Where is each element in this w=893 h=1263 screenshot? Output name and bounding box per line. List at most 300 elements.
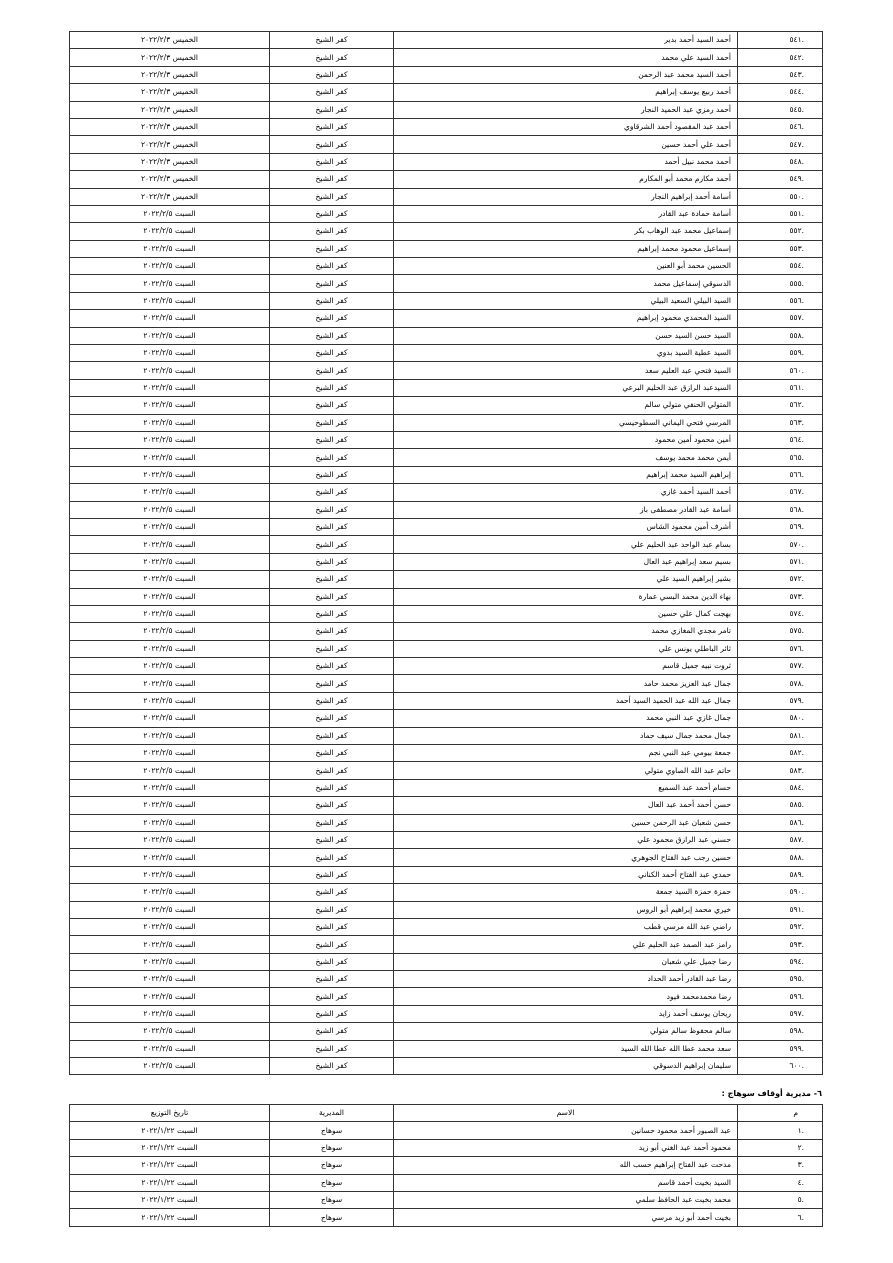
table-row [70, 240, 823, 257]
date-cell: السبت ٢٠٢٢/٢/٥ [70, 675, 270, 692]
number-cell: ٥٥٢. [738, 223, 823, 240]
date-cell: السبت ٢٠٢٢/٢/٥ [70, 275, 270, 292]
number-cell: ٥٤٢. [738, 49, 823, 66]
directorate-cell: كفر الشيخ [270, 501, 394, 518]
date-cell: الخميس ٢٠٢٢/٢/٣ [70, 153, 270, 170]
directorate-cell: كفر الشيخ [270, 553, 394, 570]
table-row [70, 536, 823, 553]
number-cell: ٥٥٨. [738, 327, 823, 344]
table-row [70, 345, 823, 362]
date-cell: السبت ٢٠٢٢/٢/٥ [70, 953, 270, 970]
directorate-cell: كفر الشيخ [270, 345, 394, 362]
table-row [70, 901, 823, 918]
directorate-cell: كفر الشيخ [270, 171, 394, 188]
number-cell: ٣. [738, 1157, 823, 1174]
header-name: الاسم [394, 1105, 738, 1122]
name-cell: أمين محمود أمين محمود [394, 431, 738, 448]
table-row [70, 762, 823, 779]
directorate-cell: كفر الشيخ [270, 1005, 394, 1022]
table-row [70, 258, 823, 275]
name-cell: مدحت عبد الفتاح إبراهيم حسب الله [394, 1157, 738, 1174]
date-cell: السبت ٢٠٢٢/٢/٥ [70, 484, 270, 501]
number-cell: ٥٩٧. [738, 1005, 823, 1022]
table-row [70, 605, 823, 622]
name-cell: السيد فتحي عبد العليم سعد [394, 362, 738, 379]
number-cell: ٥٩٤. [738, 953, 823, 970]
table-row [70, 658, 823, 675]
table-row [70, 692, 823, 709]
directorate-cell: كفر الشيخ [270, 866, 394, 883]
number-cell: ٥٨٣. [738, 762, 823, 779]
name-cell: إسماعيل محمود محمد إبراهيم [394, 240, 738, 257]
number-cell: ٥٤٣. [738, 66, 823, 83]
table-row [70, 640, 823, 657]
date-cell: السبت ٢٠٢٢/٢/٥ [70, 814, 270, 831]
date-cell: الخميس ٢٠٢٢/٢/٣ [70, 118, 270, 135]
directorate-cell: سوهاج [270, 1191, 394, 1208]
directorate-cell: كفر الشيخ [270, 571, 394, 588]
number-cell: ٤. [738, 1174, 823, 1191]
table-row [70, 814, 823, 831]
directorate-cell: كفر الشيخ [270, 136, 394, 153]
date-cell: السبت ٢٠٢٢/٢/٥ [70, 1005, 270, 1022]
table-header-row [70, 1105, 823, 1122]
table-row [70, 623, 823, 640]
date-cell: السبت ٢٠٢٢/٢/٥ [70, 710, 270, 727]
table-row [70, 32, 823, 49]
name-cell: أحمد السيد أحمد غازي [394, 484, 738, 501]
date-cell: السبت ٢٠٢٢/٢/٥ [70, 553, 270, 570]
number-cell: ٥٦٩. [738, 518, 823, 535]
name-cell: بسيم سعد إبراهيم عبد العال [394, 553, 738, 570]
distribution-table-sohag [69, 1104, 823, 1227]
date-cell: السبت ٢٠٢٢/١/٢٢ [70, 1191, 270, 1208]
table-row [70, 414, 823, 431]
table-row [70, 449, 823, 466]
number-cell: ٥٤٨. [738, 153, 823, 170]
directorate-cell: كفر الشيخ [270, 831, 394, 848]
name-cell: أيمن محمد محمد يوسف [394, 449, 738, 466]
number-cell: ٦٠٠. [738, 1058, 823, 1075]
number-cell: ٥٨١. [738, 727, 823, 744]
number-cell: ٥٨٤. [738, 779, 823, 796]
number-cell: ٥٩٥. [738, 971, 823, 988]
date-cell: الخميس ٢٠٢٢/٢/٣ [70, 171, 270, 188]
name-cell: أسامة عبد القادر مصطفى باز [394, 501, 738, 518]
name-cell: أحمد السيد علي محمد [394, 49, 738, 66]
table-row [70, 84, 823, 101]
directorate-cell: كفر الشيخ [270, 762, 394, 779]
table-row [70, 1023, 823, 1040]
number-cell: ٥٨٦. [738, 814, 823, 831]
directorate-cell: كفر الشيخ [270, 153, 394, 170]
table-row [70, 397, 823, 414]
directorate-cell: كفر الشيخ [270, 205, 394, 222]
date-cell: السبت ٢٠٢٢/٢/٥ [70, 745, 270, 762]
number-cell: ٥٩٨. [738, 1023, 823, 1040]
directorate-cell: كفر الشيخ [270, 901, 394, 918]
date-cell: السبت ٢٠٢٢/١/٢٢ [70, 1157, 270, 1174]
date-cell: السبت ٢٠٢٢/٢/٥ [70, 205, 270, 222]
date-cell: الخميس ٢٠٢٢/٢/٣ [70, 66, 270, 83]
date-cell: السبت ٢٠٢٢/٢/٥ [70, 223, 270, 240]
table-row [70, 1005, 823, 1022]
date-cell: السبت ٢٠٢٢/٢/٥ [70, 588, 270, 605]
directorate-cell: كفر الشيخ [270, 292, 394, 309]
table-row [70, 101, 823, 118]
number-cell: ٥٤١. [738, 32, 823, 49]
name-cell: حاتم عبد الله الصاوي متولي [394, 762, 738, 779]
name-cell: بخيت أحمد أبو زيد مرسي [394, 1209, 738, 1226]
table-row [70, 866, 823, 883]
number-cell: ٥٨٥. [738, 797, 823, 814]
name-cell: جمال عبد العزيز محمد حامد [394, 675, 738, 692]
header-number: م [738, 1105, 823, 1122]
directorate-cell: كفر الشيخ [270, 692, 394, 709]
number-cell: ٥٧٥. [738, 623, 823, 640]
name-cell: ريحان يوسف أحمد زايد [394, 1005, 738, 1022]
table-row [70, 1040, 823, 1057]
number-cell: ٥٥٦. [738, 292, 823, 309]
name-cell: رضا جميل علي شعبان [394, 953, 738, 970]
table-row [70, 953, 823, 970]
table-row [70, 918, 823, 935]
directorate-cell: كفر الشيخ [270, 884, 394, 901]
number-cell: ٥٩٠. [738, 884, 823, 901]
name-cell: أحمد رمزي عبد الحميد النجار [394, 101, 738, 118]
name-cell: تامر مجدي المغازي محمد [394, 623, 738, 640]
date-cell: السبت ٢٠٢٢/٢/٥ [70, 849, 270, 866]
date-cell: الخميس ٢٠٢٢/٢/٣ [70, 188, 270, 205]
table-row [70, 49, 823, 66]
number-cell: ٥٨٩. [738, 866, 823, 883]
table-row [70, 188, 823, 205]
name-cell: الحسين محمد أبو العنين [394, 258, 738, 275]
number-cell: ٥٦٧. [738, 484, 823, 501]
distribution-table-kafr-elsheikh [69, 31, 823, 1075]
number-cell: ٥٥٤. [738, 258, 823, 275]
date-cell: السبت ٢٠٢٢/٢/٥ [70, 292, 270, 309]
number-cell: ٥٤٥. [738, 101, 823, 118]
date-cell: السبت ٢٠٢٢/٢/٥ [70, 379, 270, 396]
date-cell: السبت ٢٠٢٢/٢/٥ [70, 779, 270, 796]
directorate-cell: كفر الشيخ [270, 518, 394, 535]
directorate-cell: كفر الشيخ [270, 745, 394, 762]
date-cell: السبت ٢٠٢٢/٢/٥ [70, 936, 270, 953]
directorate-cell: سوهاج [270, 1209, 394, 1226]
date-cell: السبت ٢٠٢٢/٢/٥ [70, 449, 270, 466]
number-cell: ٥٤٧. [738, 136, 823, 153]
section-heading: ٦- مديرية أوقاف سوهاج : [721, 1089, 822, 1098]
name-cell: الدسوقي إسماعيل محمد [394, 275, 738, 292]
directorate-cell: كفر الشيخ [270, 1040, 394, 1057]
date-cell: السبت ٢٠٢٢/٢/٥ [70, 414, 270, 431]
table-row [70, 466, 823, 483]
table-row [70, 501, 823, 518]
number-cell: ٥. [738, 1191, 823, 1208]
number-cell: ٥٦٤. [738, 431, 823, 448]
date-cell: السبت ٢٠٢٢/٢/٥ [70, 797, 270, 814]
directorate-cell: كفر الشيخ [270, 223, 394, 240]
date-cell: السبت ٢٠٢٢/٢/٥ [70, 240, 270, 257]
name-cell: ثروت نبيه جميل قاسم [394, 658, 738, 675]
table-row [70, 588, 823, 605]
date-cell: الخميس ٢٠٢٢/٢/٣ [70, 101, 270, 118]
directorate-cell: كفر الشيخ [270, 449, 394, 466]
number-cell: ٥٨٨. [738, 849, 823, 866]
table-row [70, 710, 823, 727]
number-cell: ٥٥٠. [738, 188, 823, 205]
number-cell: ١. [738, 1122, 823, 1139]
name-cell: السيد حسن السيد حسن [394, 327, 738, 344]
directorate-cell: كفر الشيخ [270, 327, 394, 344]
number-cell: ٥٦٨. [738, 501, 823, 518]
table-row [70, 431, 823, 448]
table-row [70, 118, 823, 135]
directorate-cell: كفر الشيخ [270, 727, 394, 744]
name-cell: ثائر الباطلي يونس علي [394, 640, 738, 657]
number-cell: ٥٦٢. [738, 397, 823, 414]
date-cell: السبت ٢٠٢٢/٢/٥ [70, 345, 270, 362]
date-cell: السبت ٢٠٢٢/٢/٥ [70, 831, 270, 848]
number-cell: ٥٧٦. [738, 640, 823, 657]
date-cell: الخميس ٢٠٢٢/٢/٣ [70, 84, 270, 101]
number-cell: ٥٩٣. [738, 936, 823, 953]
header-directorate: المديرية [270, 1105, 394, 1122]
date-cell: السبت ٢٠٢٢/٢/٥ [70, 866, 270, 883]
name-cell: بهجت كمال علي حسين [394, 605, 738, 622]
table-row [70, 327, 823, 344]
name-cell: سليمان إبراهيم الدسوقي [394, 1058, 738, 1075]
directorate-cell: كفر الشيخ [270, 779, 394, 796]
table-row [70, 484, 823, 501]
name-cell: راضي عبد الله مرسي قطب [394, 918, 738, 935]
date-cell: السبت ٢٠٢٢/٢/٥ [70, 258, 270, 275]
directorate-cell: كفر الشيخ [270, 414, 394, 431]
date-cell: السبت ٢٠٢٢/٢/٥ [70, 918, 270, 935]
date-cell: السبت ٢٠٢٢/٢/٥ [70, 518, 270, 535]
date-cell: السبت ٢٠٢٢/١/٢٢ [70, 1174, 270, 1191]
directorate-cell: كفر الشيخ [270, 658, 394, 675]
name-cell: أشرف أمين محمود الشاس [394, 518, 738, 535]
directorate-cell: كفر الشيخ [270, 797, 394, 814]
date-cell: السبت ٢٠٢٢/٢/٥ [70, 397, 270, 414]
name-cell: بهاء الدين محمد البسي عمارة [394, 588, 738, 605]
table-row [70, 171, 823, 188]
number-cell: ٥٧٨. [738, 675, 823, 692]
name-cell: جمال عبد الله عبد الحميد السيد أحمد [394, 692, 738, 709]
directorate-cell: كفر الشيخ [270, 379, 394, 396]
directorate-cell: كفر الشيخ [270, 66, 394, 83]
number-cell: ٥٥٧. [738, 310, 823, 327]
directorate-cell: كفر الشيخ [270, 84, 394, 101]
number-cell: ٥٥٣. [738, 240, 823, 257]
table-row [70, 571, 823, 588]
directorate-cell: كفر الشيخ [270, 640, 394, 657]
date-cell: السبت ٢٠٢٢/٢/٥ [70, 762, 270, 779]
number-cell: ٥٥٩. [738, 345, 823, 362]
name-cell: حسني عبد الرازق محمود علي [394, 831, 738, 848]
number-cell: ٥٦٦. [738, 466, 823, 483]
table-body [70, 1122, 823, 1226]
date-cell: السبت ٢٠٢٢/٢/٥ [70, 658, 270, 675]
name-cell: إبراهيم السيد محمد إبراهيم [394, 466, 738, 483]
directorate-cell: كفر الشيخ [270, 1023, 394, 1040]
name-cell: أحمد مكارم محمد أبو المكارم [394, 171, 738, 188]
date-cell: السبت ٢٠٢٢/٢/٥ [70, 431, 270, 448]
directorate-cell: كفر الشيخ [270, 623, 394, 640]
name-cell: رضا عبد القادر أحمد الحداد [394, 971, 738, 988]
date-cell: السبت ٢٠٢٢/٢/٥ [70, 884, 270, 901]
number-cell: ٥٩١. [738, 901, 823, 918]
directorate-cell: كفر الشيخ [270, 101, 394, 118]
number-cell: ٥٦٣. [738, 414, 823, 431]
directorate-cell: كفر الشيخ [270, 710, 394, 727]
number-cell: ٥٤٤. [738, 84, 823, 101]
name-cell: أحمد عبد المقصود أحمد الشرقاوي [394, 118, 738, 135]
date-cell: السبت ٢٠٢٢/٢/٥ [70, 571, 270, 588]
table-row [70, 1209, 823, 1226]
directorate-cell: كفر الشيخ [270, 49, 394, 66]
number-cell: ٥٦٠. [738, 362, 823, 379]
name-cell: حمزة حمزة السيد جمعة [394, 884, 738, 901]
directorate-cell: سوهاج [270, 1174, 394, 1191]
table-row [70, 1174, 823, 1191]
table-row [70, 362, 823, 379]
table-row [70, 849, 823, 866]
date-cell: الخميس ٢٠٢٢/٢/٣ [70, 49, 270, 66]
name-cell: أحمد ربيع يوسف إبراهيم [394, 84, 738, 101]
directorate-cell: سوهاج [270, 1139, 394, 1156]
number-cell: ٥٧٣. [738, 588, 823, 605]
directorate-cell: كفر الشيخ [270, 240, 394, 257]
name-cell: محمد بخيت عبد الحافظ سلمي [394, 1191, 738, 1208]
directorate-cell: كفر الشيخ [270, 675, 394, 692]
table-row [70, 223, 823, 240]
date-cell: السبت ٢٠٢٢/٢/٥ [70, 1058, 270, 1075]
directorate-cell: كفر الشيخ [270, 118, 394, 135]
number-cell: ٥٥٥. [738, 275, 823, 292]
directorate-cell: كفر الشيخ [270, 32, 394, 49]
table-row [70, 1191, 823, 1208]
table-row [70, 797, 823, 814]
number-cell: ٥٩٩. [738, 1040, 823, 1057]
table-row [70, 727, 823, 744]
directorate-cell: سوهاج [270, 1122, 394, 1139]
name-cell: السيد عطية السيد بدوي [394, 345, 738, 362]
number-cell: ٥٤٦. [738, 118, 823, 135]
number-cell: ٥٥١. [738, 205, 823, 222]
directorate-cell: كفر الشيخ [270, 275, 394, 292]
number-cell: ٢. [738, 1139, 823, 1156]
name-cell: المتولي الحنفي متولي سالم [394, 397, 738, 414]
table-row [70, 1157, 823, 1174]
table-row [70, 1122, 823, 1139]
name-cell: جمعة بيومي عبد النبي نجم [394, 745, 738, 762]
table-row [70, 292, 823, 309]
number-cell: ٥٨٠. [738, 710, 823, 727]
table-row [70, 779, 823, 796]
directorate-cell: كفر الشيخ [270, 953, 394, 970]
name-cell: حسن أحمد أحمد عبد العال [394, 797, 738, 814]
number-cell: ٥٧٢. [738, 571, 823, 588]
date-cell: السبت ٢٠٢٢/١/٢٢ [70, 1139, 270, 1156]
date-cell: السبت ٢٠٢٢/٢/٥ [70, 310, 270, 327]
table-row [70, 553, 823, 570]
table-row [70, 66, 823, 83]
number-cell: ٦. [738, 1209, 823, 1226]
table-row [70, 745, 823, 762]
table-body [70, 32, 823, 1075]
date-cell: الخميس ٢٠٢٢/٢/٣ [70, 32, 270, 49]
number-cell: ٥٧٠. [738, 536, 823, 553]
name-cell: أحمد محمد نبيل أحمد [394, 153, 738, 170]
table-row [70, 971, 823, 988]
name-cell: أحمد السيد أحمد بدير [394, 32, 738, 49]
table-row [70, 936, 823, 953]
name-cell: السيد المحمدي محمود إبراهيم [394, 310, 738, 327]
date-cell: السبت ٢٠٢٢/٢/٥ [70, 605, 270, 622]
directorate-cell: كفر الشيخ [270, 431, 394, 448]
table-row [70, 988, 823, 1005]
date-cell: السبت ٢٠٢٢/٢/٥ [70, 466, 270, 483]
name-cell: رضا محمدمحمد فيود [394, 988, 738, 1005]
directorate-cell: كفر الشيخ [270, 936, 394, 953]
date-cell: السبت ٢٠٢٢/٢/٥ [70, 1040, 270, 1057]
date-cell: السبت ٢٠٢٢/٢/٥ [70, 640, 270, 657]
directorate-cell: كفر الشيخ [270, 588, 394, 605]
name-cell: السيد بخيت أحمد قاسم [394, 1174, 738, 1191]
directorate-cell: كفر الشيخ [270, 971, 394, 988]
name-cell: السيدعبد الرازق عبد الحليم البرعي [394, 379, 738, 396]
number-cell: ٥٧٩. [738, 692, 823, 709]
table-row [70, 153, 823, 170]
name-cell: حمدي عبد الفتاح أحمد الكناني [394, 866, 738, 883]
number-cell: ٥٤٩. [738, 171, 823, 188]
number-cell: ٥٩٢. [738, 918, 823, 935]
table-row [70, 310, 823, 327]
date-cell: السبت ٢٠٢٢/٢/٥ [70, 692, 270, 709]
name-cell: أسامة حمادة عبد القادر [394, 205, 738, 222]
directorate-cell: كفر الشيخ [270, 188, 394, 205]
name-cell: أحمد السيد محمد عبد الرحمن [394, 66, 738, 83]
name-cell: عبد الصبور أحمد محمود حسانين [394, 1122, 738, 1139]
name-cell: جمال غازي عبد النبي محمد [394, 710, 738, 727]
date-cell: السبت ٢٠٢٢/٢/٥ [70, 362, 270, 379]
date-cell: السبت ٢٠٢٢/٢/٥ [70, 536, 270, 553]
number-cell: ٥٧٧. [738, 658, 823, 675]
date-cell: السبت ٢٠٢٢/١/٢٢ [70, 1122, 270, 1139]
header-date: تاريخ التوزيع [70, 1105, 270, 1122]
name-cell: بشير إبراهيم السيد علي [394, 571, 738, 588]
name-cell: محمود أحمد عبد الغني أبو زيد [394, 1139, 738, 1156]
directorate-cell: كفر الشيخ [270, 397, 394, 414]
table-row [70, 379, 823, 396]
table-row [70, 136, 823, 153]
name-cell: سالم محفوظ سالم متولي [394, 1023, 738, 1040]
directorate-cell: كفر الشيخ [270, 362, 394, 379]
directorate-cell: كفر الشيخ [270, 484, 394, 501]
number-cell: ٥٦١. [738, 379, 823, 396]
name-cell: بسام عبد الواحد عبد الحليم علي [394, 536, 738, 553]
name-cell: حسن شعبان عبد الرحمن حسين [394, 814, 738, 831]
directorate-cell: كفر الشيخ [270, 310, 394, 327]
name-cell: حسين رجب عبد الفتاح الجوهري [394, 849, 738, 866]
directorate-cell: كفر الشيخ [270, 918, 394, 935]
number-cell: ٥٨٢. [738, 745, 823, 762]
name-cell: إسماعيل محمد عبد الوهاب بكر [394, 223, 738, 240]
directorate-cell: سوهاج [270, 1157, 394, 1174]
